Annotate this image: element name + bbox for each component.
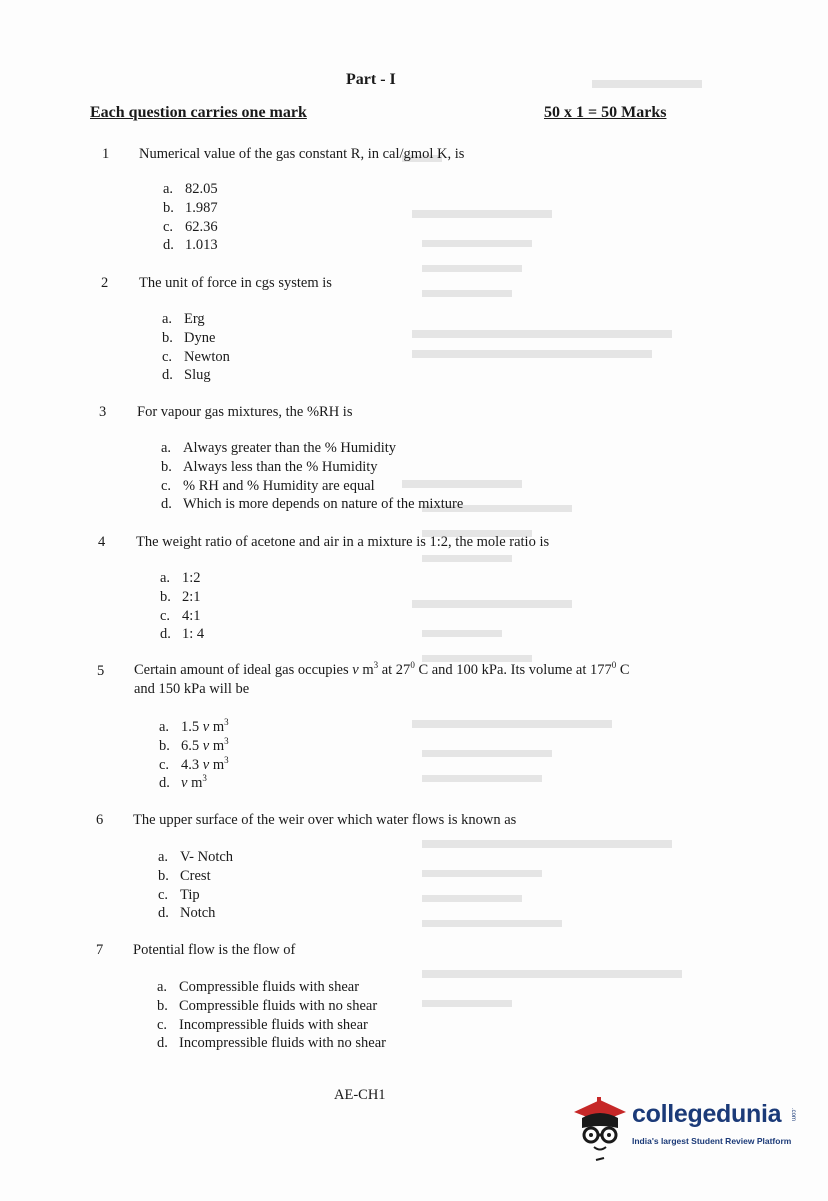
option: a. 1:2 [160, 570, 201, 586]
question-number: 7 [96, 942, 104, 958]
option: a. 1.5 v $m^3$ [159, 717, 229, 735]
option: c. Incompressible fluids with shear [157, 1016, 368, 1033]
question-number: 3 [99, 404, 107, 420]
options-list [163, 180, 218, 255]
paper-code: AE-CH1 [334, 1087, 386, 1103]
option: a. Erg [162, 311, 205, 327]
option: b. 6.5 v $m^3$ [159, 735, 229, 754]
question-text: Certain amount of ideal gas occupies v $m^3$ at $27^0$ C and 100 kPa. Its volume at $177^0$ C and 150 kPa will be [134, 660, 630, 697]
options-list [159, 718, 229, 793]
question-text: For vapour gas mixtures, the %RH is [137, 404, 353, 420]
option: c. % RH and % Humidity are equal [161, 477, 375, 494]
option: d. v $m^3$ [159, 773, 207, 792]
option: b. Always less than the % Humidity [161, 458, 378, 475]
option: b. Dyne [162, 329, 216, 346]
question-text: Numerical value of the gas constant R, in cal/gmol K, is [139, 146, 465, 162]
logo-wordmark: collegedunia [632, 1100, 782, 1128]
option: b. 1.987 [163, 199, 218, 216]
question-number: 6 [96, 812, 104, 828]
option: a. V- Notch [158, 849, 234, 865]
options-list [157, 978, 386, 1053]
mascot-icon [570, 1094, 632, 1169]
question-number: 2 [101, 275, 109, 291]
question-number: 1 [102, 146, 110, 162]
option: c. Tip [158, 886, 200, 903]
option: d. Which is more depends on nature of the mixture [161, 496, 464, 513]
option: d. Slug [162, 367, 211, 384]
option: d. Incompressible fluids with no shear [157, 1035, 386, 1052]
options-list [161, 439, 463, 514]
option: d. Notch [158, 905, 216, 922]
option: b. Compressible fluids with no shear [157, 997, 378, 1014]
option: a. Always greater than the % Humidity [161, 440, 397, 456]
question-number: 5 [97, 663, 105, 679]
option: d. 1: 4 [160, 626, 205, 643]
total-marks: 50 x 1 = 50 Marks [544, 104, 667, 121]
option: c. Newton [162, 348, 230, 365]
option: b. Crest [158, 867, 211, 884]
options-list [162, 310, 230, 385]
option: b. 2:1 [160, 588, 201, 605]
option: c. 4.3 v $m^3$ [159, 754, 229, 773]
logo-domain-suffix: .com [790, 1108, 796, 1122]
option: c. 62.36 [163, 218, 218, 235]
question-text: The unit of force in cgs system is [139, 275, 332, 291]
collegedunia-logo[interactable] [570, 1094, 800, 1169]
part-title: Part - I [346, 71, 396, 88]
marks-instruction: Each question carries one mark [90, 104, 307, 121]
option: a. Compressible fluids with shear [157, 979, 360, 995]
question-text: The upper surface of the weir over which water flows is known as [133, 812, 517, 828]
options-list [160, 569, 204, 644]
logo-tagline: India's largest Student Review Platform [632, 1136, 792, 1146]
question-number: 4 [98, 534, 106, 550]
options-list [158, 848, 233, 923]
bleed-through-texture [392, 60, 722, 1110]
question-text: Potential flow is the flow of [133, 942, 296, 958]
question-text: The weight ratio of acetone and air in a mixture is 1:2, the mole ratio is [136, 534, 550, 550]
option: a. 82.05 [163, 181, 218, 197]
option: d. 1.013 [163, 237, 218, 254]
option: c. 4:1 [160, 607, 201, 624]
